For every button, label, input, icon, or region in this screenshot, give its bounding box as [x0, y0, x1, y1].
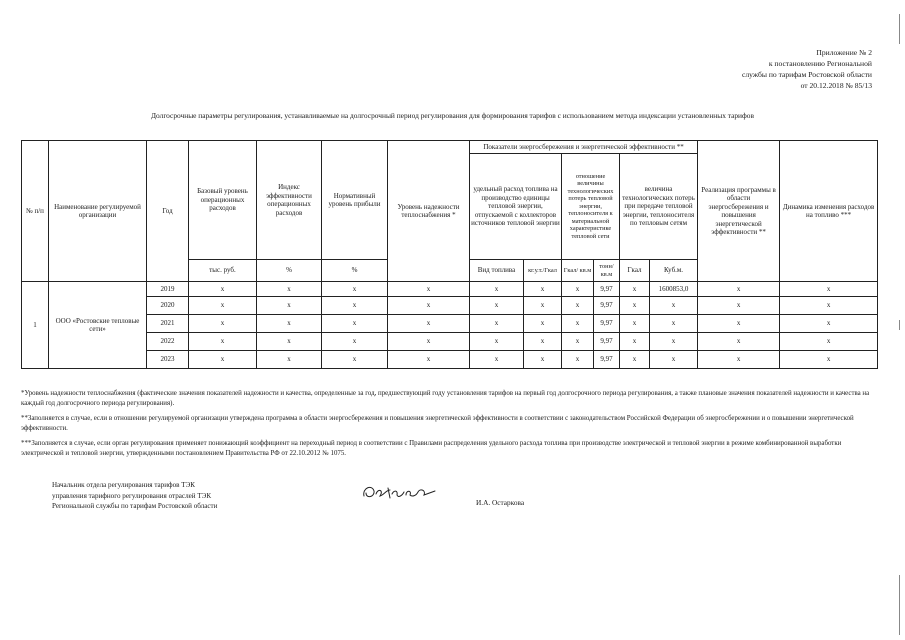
table-row	[22, 315, 878, 333]
cell-base: х	[189, 333, 257, 351]
cell-loss-gcal: х	[620, 297, 650, 315]
header-efficiency-index: Индекс эффективности операционных расходов	[257, 141, 322, 260]
cell-fuel-type: х	[470, 351, 524, 369]
unit-ratio-ton: тонн/кв.м	[594, 260, 620, 282]
signatory-line: Начальник отдела регулирования тарифов ТЭК	[52, 481, 196, 489]
cell-loss-m3: х	[650, 351, 698, 369]
table-row	[22, 282, 878, 297]
header-profit-level: Нормативный уровень прибыли	[322, 141, 388, 260]
appendix-line: Приложение № 2	[816, 48, 872, 57]
appendix-line: от 20.12.2018 № 85/13	[800, 81, 872, 90]
cell-base: х	[189, 351, 257, 369]
header-reliability: Уровень надежности теплоснабжения *	[388, 141, 470, 282]
cell-year: 2020	[147, 297, 189, 315]
cell-ratio-gcal: х	[562, 297, 594, 315]
cell-fuel-type: х	[470, 315, 524, 333]
header-base-costs: Базовый уровень операционных расходов	[189, 141, 257, 260]
handwritten-signature	[360, 478, 440, 506]
appendix-line: службы по тарифам Ростовской области	[741, 70, 872, 79]
cell-ratio-ton: 9,97	[594, 297, 620, 315]
cell-fuel-unit: х	[524, 333, 562, 351]
cell-dynamics: х	[780, 333, 878, 351]
cell-dynamics: х	[780, 315, 878, 333]
cell-base: х	[189, 315, 257, 333]
scan-edge-mark	[899, 14, 900, 44]
cell-program: х	[698, 351, 780, 369]
cell-reliability: х	[388, 351, 470, 369]
cell-loss-m3: х	[650, 315, 698, 333]
cell-loss-gcal: х	[620, 333, 650, 351]
header-losses-ratio: отношение величины технологических потерь тепловой энергии, теплоносителя к материальной характеристике тепловой сети	[562, 154, 620, 260]
cell-loss-m3: х	[650, 297, 698, 315]
cell-ratio-gcal: х	[562, 315, 594, 333]
scan-edge-mark	[899, 575, 900, 635]
scan-edge-mark	[899, 320, 900, 330]
signatory-name: И.А. Остаркова	[476, 498, 525, 507]
cell-ratio-gcal: х	[562, 333, 594, 351]
cell-reliability: х	[388, 315, 470, 333]
cell-index: х	[257, 315, 322, 333]
cell-loss-gcal: х	[620, 315, 650, 333]
cell-fuel-unit: х	[524, 282, 562, 297]
cell-ratio-gcal: х	[562, 282, 594, 297]
cell-ratio-ton: 9,97	[594, 333, 620, 351]
cell-program: х	[698, 315, 780, 333]
cell-loss-gcal: х	[620, 282, 650, 297]
cell-year: 2021	[147, 315, 189, 333]
header-tech-losses: величина технологических потерь при передаче тепловой энергии, теплоносителя по тепловым сетям	[620, 154, 698, 260]
header-org: Наименование регулируемой организации	[49, 141, 147, 282]
cell-dynamics: х	[780, 297, 878, 315]
cell-reliability: х	[388, 333, 470, 351]
table-row	[22, 297, 878, 315]
org-name: ООО «Ростовские тепловые сети»	[49, 282, 147, 369]
footnote-reliability: *Уровень надежности теплоснабжения (фактические значения показателей надежности и качества, определенные за год, предшествующий году установления тарифов на первый год долгосрочного периода регулирования, а также плановые значения показателей надежности и качества на каждый год долгосрочного периода регулирования).	[21, 390, 870, 407]
cell-index: х	[257, 297, 322, 315]
cell-fuel-type: х	[470, 297, 524, 315]
cell-index: х	[257, 282, 322, 297]
appendix-line: к постановлению Региональной	[768, 59, 872, 68]
cell-ratio-ton: 9,97	[594, 282, 620, 297]
signatory-line: Региональной службы по тарифам Ростовской области	[52, 502, 218, 510]
cell-profit: х	[322, 297, 388, 315]
cell-dynamics: х	[780, 351, 878, 369]
parameters-table	[21, 140, 878, 369]
unit-fuel-type: Вид топлива	[470, 260, 524, 282]
unit-profit: %	[322, 260, 388, 282]
unit-index: %	[257, 260, 322, 282]
org-number: 1	[22, 282, 49, 369]
cell-ratio-gcal: х	[562, 351, 594, 369]
cell-program: х	[698, 282, 780, 297]
footnote-fuel: ***Заполняется в случае, если орган регулирования применяет понижающий коэффициент на переходный период в соответствии с Правилами распределения удельного расхода топлива при производстве электрической и тепловой энергии в режиме комбинированной выработки электрической и тепловой энергии, утвержденными постановлением Правительства РФ от 22.10.2012 № 1075.	[21, 440, 842, 457]
cell-program: х	[698, 297, 780, 315]
header-program: Реализация программы в области энергосбережения и повышения энергетической эффективности **	[698, 141, 780, 282]
unit-loss-m3: Куб.м.	[650, 260, 698, 282]
cell-profit: х	[322, 282, 388, 297]
unit-ratio-gcal: Гкал/ кв.м	[562, 260, 594, 282]
footnote-program: **Заполняется в случае, если в отношении регулируемой организации утверждена программа в области энергосбережения и повышения энергетической эффективности в соответствии с законодательством Российской Федерации об энергосбережении и о повышении энергетической эффективности.	[21, 415, 854, 432]
cell-dynamics: х	[780, 282, 878, 297]
cell-loss-m3: 1600853,0	[650, 282, 698, 297]
cell-base: х	[189, 282, 257, 297]
header-dynamics: Динамика изменения расходов на топливо ***	[780, 141, 878, 282]
table-row	[22, 333, 878, 351]
cell-year: 2023	[147, 351, 189, 369]
cell-profit: х	[322, 333, 388, 351]
signatory-position	[52, 480, 217, 512]
cell-program: х	[698, 333, 780, 351]
cell-reliability: х	[388, 282, 470, 297]
appendix-header	[742, 47, 872, 91]
cell-index: х	[257, 351, 322, 369]
cell-fuel-unit: х	[524, 315, 562, 333]
cell-index: х	[257, 333, 322, 351]
header-energy-group: Показатели энергосбережения и энергетической эффективности **	[470, 141, 698, 154]
cell-fuel-unit: х	[524, 351, 562, 369]
cell-fuel-unit: х	[524, 297, 562, 315]
cell-profit: х	[322, 351, 388, 369]
cell-loss-gcal: х	[620, 351, 650, 369]
unit-base: тыс. руб.	[189, 260, 257, 282]
cell-profit: х	[322, 315, 388, 333]
signatory-line: управления тарифного регулирования отраслей ТЭК	[52, 491, 212, 500]
cell-fuel-type: х	[470, 333, 524, 351]
cell-ratio-ton: 9,97	[594, 351, 620, 369]
cell-year: 2019	[147, 282, 189, 297]
unit-loss-gcal: Гкал	[620, 260, 650, 282]
cell-base: х	[189, 297, 257, 315]
table-row	[22, 351, 878, 369]
header-num: № п/п	[22, 141, 49, 282]
header-fuel-consumption: удельный расход топлива на производство единицы тепловой энергии, отпускаемой с коллекторов источников тепловой энергии	[470, 154, 562, 260]
header-year: Год	[147, 141, 189, 282]
cell-reliability: х	[388, 297, 470, 315]
footnotes	[21, 389, 883, 464]
cell-fuel-type: х	[470, 282, 524, 297]
cell-ratio-ton: 9,97	[594, 315, 620, 333]
document-title: Долгосрочные параметры регулирования, устанавливаемые на долгосрочный период регулирования для формирования тарифов с использованием метода индексации установленных тарифов	[151, 111, 754, 120]
cell-year: 2022	[147, 333, 189, 351]
cell-loss-m3: х	[650, 333, 698, 351]
unit-fuel: кг.у.т./Гкал	[524, 260, 562, 282]
